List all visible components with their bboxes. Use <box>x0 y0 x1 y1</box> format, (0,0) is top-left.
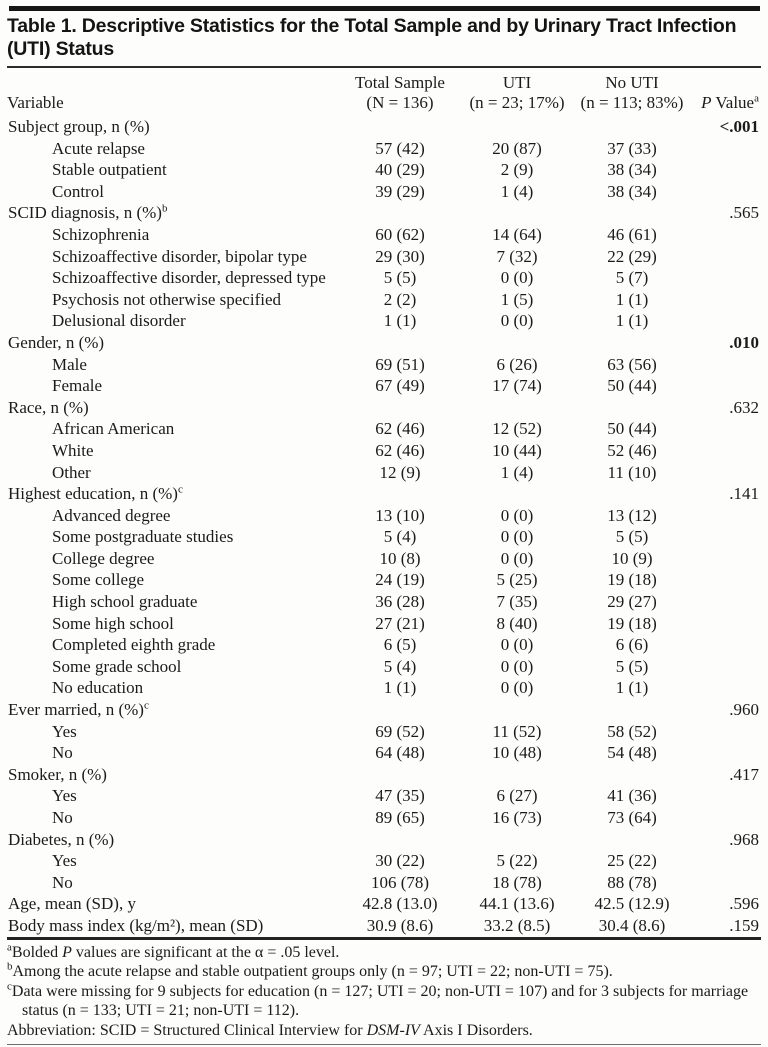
cell-total: 62 (46) <box>375 419 425 439</box>
table-row <box>7 267 761 289</box>
cell-variable: Yes <box>52 786 77 806</box>
cell-p-value: .565 <box>729 203 759 223</box>
table-title: Table 1. Descriptive Statistics for the Total Sample and by Urinary Tract Infection (UTI) Status <box>7 15 737 60</box>
cell-total: 47 (35) <box>375 786 425 806</box>
footnote <box>7 943 761 963</box>
footnote-text: P <box>62 943 72 961</box>
table-row <box>7 872 761 894</box>
table-row <box>7 656 761 678</box>
cell-uti: 10 (48) <box>492 743 542 763</box>
cell-p-value <box>691 505 761 527</box>
cell-no-uti: 5 (7) <box>615 268 649 288</box>
cell-uti: 0 (0) <box>500 548 534 568</box>
table-row <box>7 850 761 872</box>
column-header-label: No UTI <box>605 73 659 92</box>
cell-no-uti <box>573 116 691 138</box>
cell-no-uti: 52 (46) <box>607 440 657 460</box>
table-row <box>7 246 761 268</box>
cell-variable: Schizoaffective disorder, depressed type <box>52 268 326 288</box>
cell-p-value <box>691 310 761 332</box>
cell-p-value <box>691 159 761 181</box>
cell-no-uti <box>573 397 691 419</box>
column-header-uti <box>461 68 573 116</box>
table-row <box>7 332 761 354</box>
table-row <box>7 569 761 591</box>
column-header-sublabel: (n = 23; 17%) <box>469 93 565 112</box>
cell-total <box>339 332 461 354</box>
table-row <box>7 483 761 505</box>
column-header-label: UTI <box>502 73 532 92</box>
cell-total: 30 (22) <box>375 851 425 871</box>
cell-uti: 0 (0) <box>500 635 534 655</box>
footnote <box>7 962 761 982</box>
cell-p-value <box>691 246 761 268</box>
cell-variable: Some grade school <box>52 656 182 676</box>
cell-uti: 7 (32) <box>496 246 538 266</box>
cell-no-uti: 38 (34) <box>607 181 657 201</box>
table-row <box>7 505 761 527</box>
cell-no-uti: 46 (61) <box>607 224 657 244</box>
cell-uti <box>461 116 573 138</box>
table-row <box>7 613 761 635</box>
cell-p-value <box>691 677 761 699</box>
cell-total: 69 (52) <box>375 721 425 741</box>
cell-variable: Schizophrenia <box>52 224 150 244</box>
cell-no-uti: 22 (29) <box>607 246 657 266</box>
cell-uti: 0 (0) <box>500 527 534 547</box>
table-row <box>7 202 761 224</box>
cell-uti: 5 (22) <box>496 851 538 871</box>
footnote-marker: c <box>7 980 12 993</box>
cell-p-value: .010 <box>729 332 759 352</box>
cell-no-uti: 63 (56) <box>607 354 657 374</box>
table-row <box>7 440 761 462</box>
column-header-no-uti <box>573 68 691 116</box>
cell-p-value <box>691 138 761 160</box>
cell-variable: Age, mean (SD), y <box>8 894 136 914</box>
cell-p-value: .417 <box>729 764 759 784</box>
table-row <box>7 548 761 570</box>
cell-uti: 14 (64) <box>492 224 542 244</box>
cell-variable: Female <box>52 376 103 396</box>
cell-no-uti: 29 (27) <box>607 592 657 612</box>
cell-p-value <box>691 742 761 764</box>
cell-variable: African American <box>52 419 175 439</box>
cell-no-uti: 30.4 (8.6) <box>598 915 666 935</box>
cell-uti: 1 (4) <box>500 462 534 482</box>
footnote <box>7 1021 761 1041</box>
cell-total: 1 (1) <box>383 311 417 331</box>
cell-no-uti <box>573 483 691 505</box>
cell-no-uti: 41 (36) <box>607 786 657 806</box>
cell-no-uti: 50 (44) <box>607 376 657 396</box>
cell-variable: Schizoaffective disorder, bipolar type <box>52 246 307 266</box>
footnote-marker: a <box>754 92 759 105</box>
cell-no-uti: 11 (10) <box>607 462 657 482</box>
table-row <box>7 677 761 699</box>
column-header-variable <box>7 68 339 116</box>
footnote-marker: b <box>7 960 13 973</box>
cell-variable: Acute relapse <box>52 138 145 158</box>
cell-variable: White <box>52 440 94 460</box>
table-row <box>7 721 761 743</box>
column-header-total-sample <box>339 68 461 116</box>
cell-variable: Ever married, n (%)$^c$ <box>8 699 149 720</box>
footnote-text: DSM-IV <box>366 1021 420 1039</box>
cell-variable: No education <box>52 678 144 698</box>
footnote-marker: c <box>177 483 183 496</box>
cell-p-value <box>691 224 761 246</box>
footnote-marker: c <box>143 699 149 712</box>
cell-no-uti: 25 (22) <box>607 851 657 871</box>
column-header-label: Value <box>711 93 755 112</box>
cell-total: 62 (46) <box>375 440 425 460</box>
cell-p-value <box>691 591 761 613</box>
table-row <box>7 829 761 851</box>
cell-uti <box>461 483 573 505</box>
cell-p-value <box>691 634 761 656</box>
cell-uti: 5 (25) <box>496 570 538 590</box>
cell-uti: 12 (52) <box>492 419 542 439</box>
cell-variable: Male <box>52 354 87 374</box>
cell-total: 5 (5) <box>383 268 417 288</box>
cell-total <box>339 829 461 851</box>
cell-p-value <box>691 613 761 635</box>
cell-uti: 44.1 (13.6) <box>479 894 555 914</box>
table-row <box>7 634 761 656</box>
cell-total: 57 (42) <box>375 138 425 158</box>
cell-no-uti: 73 (64) <box>607 808 657 827</box>
cell-p-value: .960 <box>729 700 759 720</box>
table-row <box>7 699 761 721</box>
cell-total: 40 (29) <box>375 160 425 180</box>
cell-no-uti: 58 (52) <box>607 721 657 741</box>
cell-p-value <box>691 181 761 203</box>
cell-variable: Some high school <box>52 613 174 633</box>
cell-uti: 10 (44) <box>492 440 542 460</box>
cell-p-value: .968 <box>729 829 759 849</box>
table-row <box>7 526 761 548</box>
cell-variable: Stable outpatient <box>52 160 167 180</box>
footnote-text: Abbreviation: SCID = Structured Clinical Interview for <box>7 1021 367 1039</box>
cell-variable: Completed eighth grade <box>52 635 216 655</box>
cell-variable: Subject group, n (%) <box>8 117 150 136</box>
cell-p-value <box>691 289 761 311</box>
footnotes <box>7 943 761 1041</box>
column-header-p-value <box>691 68 761 116</box>
cell-total <box>339 397 461 419</box>
table-row <box>7 591 761 613</box>
cell-variable: High school graduate <box>52 592 198 612</box>
footnote-text: Bolded <box>11 943 63 961</box>
cell-no-uti: 19 (18) <box>607 613 657 633</box>
cell-no-uti: 1 (1) <box>615 311 649 331</box>
cell-total: 24 (19) <box>375 570 425 590</box>
cell-total: 6 (5) <box>383 635 417 655</box>
cell-no-uti: 88 (78) <box>607 872 657 892</box>
cell-p-value: .159 <box>729 915 759 935</box>
cell-uti: 0 (0) <box>500 311 534 331</box>
cell-p-value <box>691 807 761 829</box>
cell-uti: 1 (5) <box>500 289 534 309</box>
cell-p-value: .632 <box>729 397 759 417</box>
cell-total: 60 (62) <box>375 224 425 244</box>
cell-no-uti: 1 (1) <box>615 289 649 309</box>
cell-total: 29 (30) <box>375 246 425 266</box>
table-row <box>7 159 761 181</box>
descriptive-statistics-table <box>7 68 761 937</box>
cell-no-uti: 38 (34) <box>607 160 657 180</box>
cell-total: 64 (48) <box>375 743 425 763</box>
cell-p-value <box>691 721 761 743</box>
table-row <box>7 893 761 915</box>
cell-total <box>339 202 461 224</box>
cell-variable: No <box>52 872 73 892</box>
cell-p-value: .141 <box>729 484 759 504</box>
cell-uti: 1 (4) <box>500 181 534 201</box>
cell-p-value <box>691 656 761 678</box>
cell-variable: Race, n (%) <box>8 397 89 417</box>
footnote-text: Among the acute relapse and stable outpatient groups only (n = 97; UTI = 22; non-UTI = 75). <box>12 963 613 981</box>
footnote-marker: b <box>161 202 168 215</box>
cell-variable: Other <box>52 462 91 482</box>
cell-uti: 20 (87) <box>492 138 542 158</box>
table-header <box>7 68 761 116</box>
cell-uti: 17 (74) <box>492 376 542 396</box>
table-row <box>7 310 761 332</box>
cell-variable: No <box>52 808 73 827</box>
cell-variable: No <box>52 743 73 763</box>
cell-no-uti: 50 (44) <box>607 419 657 439</box>
cell-total: 36 (28) <box>375 592 425 612</box>
cell-uti <box>461 699 573 721</box>
cell-total: 12 (9) <box>379 462 421 482</box>
footnote-text: Axis I Disorders. <box>419 1021 533 1039</box>
cell-uti: 6 (26) <box>496 354 538 374</box>
cell-total: 30.9 (8.6) <box>366 915 434 935</box>
cell-uti: 18 (78) <box>492 872 542 892</box>
table-row <box>7 181 761 203</box>
cell-no-uti <box>573 699 691 721</box>
cell-variable: Gender, n (%) <box>8 332 105 352</box>
cell-total: 27 (21) <box>375 613 425 633</box>
table-row <box>7 807 761 829</box>
top-rule <box>9 6 760 11</box>
cell-total: 89 (65) <box>375 808 425 827</box>
cell-total: 10 (8) <box>379 548 421 568</box>
cell-p-value: .596 <box>729 894 759 914</box>
cell-p-value <box>691 375 761 397</box>
cell-variable: Advanced degree <box>52 505 171 525</box>
cell-uti <box>461 829 573 851</box>
cell-uti: 0 (0) <box>500 656 534 676</box>
column-header-sublabel: (N = 136) <box>366 93 434 112</box>
cell-no-uti <box>573 332 691 354</box>
cell-uti <box>461 332 573 354</box>
cell-total: 67 (49) <box>375 376 425 396</box>
cell-total: 2 (2) <box>383 289 417 309</box>
header-row <box>7 68 761 116</box>
cell-total: 13 (10) <box>375 505 425 525</box>
cell-no-uti: 5 (5) <box>615 527 649 547</box>
cell-variable: Yes <box>52 851 77 871</box>
column-header-label: P <box>701 93 712 112</box>
cell-no-uti <box>573 202 691 224</box>
cell-uti: 11 (52) <box>492 721 542 741</box>
cell-total <box>339 116 461 138</box>
footnote-text: Data were missing for 9 subjects for education (n = 127; UTI = 20; non-UTI = 107) and for 3 subjects for marriage status (n = 133; UTI = 21; non-UTI = 112). <box>11 982 749 1020</box>
cell-total: 69 (51) <box>375 354 425 374</box>
cell-uti: 33.2 (8.5) <box>483 915 551 935</box>
cell-p-value <box>691 526 761 548</box>
cell-total: 42.8 (13.0) <box>362 894 438 914</box>
table-body <box>7 116 761 937</box>
footnote-text: values are significant at the α = .05 level. <box>71 943 340 961</box>
table-row <box>7 138 761 160</box>
cell-total: 1 (1) <box>383 678 417 698</box>
cell-uti: 6 (27) <box>496 786 538 806</box>
cell-no-uti: 54 (48) <box>607 743 657 763</box>
cell-variable: Diabetes, n (%) <box>8 829 115 849</box>
cell-variable: Some college <box>52 570 145 590</box>
cell-no-uti: 37 (33) <box>607 138 657 158</box>
column-header-label: Total Sample <box>355 73 445 92</box>
cell-uti <box>461 202 573 224</box>
cell-uti: 8 (40) <box>496 613 538 633</box>
cell-no-uti: 13 (12) <box>607 505 657 525</box>
table-row <box>7 354 761 376</box>
cell-variable: Highest education, n (%)$^c$ <box>8 483 183 504</box>
table-row <box>7 764 761 786</box>
cell-variable: Yes <box>52 721 77 741</box>
footnote <box>7 982 761 1021</box>
cell-p-value: <.001 <box>719 117 759 136</box>
cell-variable: Smoker, n (%) <box>8 764 107 784</box>
cell-p-value <box>691 418 761 440</box>
cell-uti: 2 (9) <box>500 160 534 180</box>
table-row <box>7 375 761 397</box>
column-header-label: Variable <box>7 93 64 112</box>
cell-variable: Some postgraduate studies <box>52 527 234 547</box>
cell-uti: 0 (0) <box>500 268 534 288</box>
cell-uti <box>461 764 573 786</box>
table-row <box>7 462 761 484</box>
cell-no-uti <box>573 829 691 851</box>
cell-p-value <box>691 267 761 289</box>
table-bottom-rule <box>7 937 761 940</box>
cell-variable: SCID diagnosis, n (%)$^b$ <box>8 202 168 223</box>
cell-variable: Psychosis not otherwise specified <box>52 289 281 309</box>
cell-p-value <box>691 785 761 807</box>
table-row <box>7 224 761 246</box>
cell-variable: Delusional disorder <box>52 311 186 331</box>
cell-total: 106 (78) <box>370 872 430 892</box>
cell-total: 39 (29) <box>375 181 425 201</box>
table-row <box>7 785 761 807</box>
cell-uti: 16 (73) <box>492 808 542 827</box>
cell-no-uti: 10 (9) <box>611 548 653 568</box>
cell-no-uti: 42.5 (12.9) <box>594 894 670 914</box>
cell-p-value <box>691 569 761 591</box>
column-header-sublabel: (n = 113; 83%) <box>580 93 684 112</box>
cell-variable: Body mass index (kg/m²), mean (SD) <box>8 915 264 935</box>
footnote-marker: a <box>7 941 12 954</box>
cell-total: 5 (4) <box>383 656 417 676</box>
table-row <box>7 397 761 419</box>
cell-p-value <box>691 872 761 894</box>
cell-uti: 0 (0) <box>500 678 534 698</box>
cell-p-value <box>691 440 761 462</box>
cell-no-uti: 6 (6) <box>615 635 649 655</box>
cell-p-value <box>691 850 761 872</box>
cell-variable: Control <box>52 181 104 201</box>
cell-uti: 0 (0) <box>500 505 534 525</box>
table-row <box>7 915 761 937</box>
table-row <box>7 289 761 311</box>
cell-uti: 7 (35) <box>496 592 538 612</box>
cell-no-uti: 19 (18) <box>607 570 657 590</box>
cell-p-value <box>691 548 761 570</box>
cell-p-value <box>691 462 761 484</box>
cell-total <box>339 699 461 721</box>
cell-p-value <box>691 354 761 376</box>
cell-uti <box>461 397 573 419</box>
table-row <box>7 116 761 138</box>
cell-total: 5 (4) <box>383 527 417 547</box>
cell-no-uti: 1 (1) <box>615 678 649 698</box>
cell-no-uti: 5 (5) <box>615 656 649 676</box>
cell-total <box>339 764 461 786</box>
cell-no-uti <box>573 764 691 786</box>
cell-variable: College degree <box>52 548 155 568</box>
table-row <box>7 418 761 440</box>
cell-total <box>339 483 461 505</box>
table-row <box>7 742 761 764</box>
